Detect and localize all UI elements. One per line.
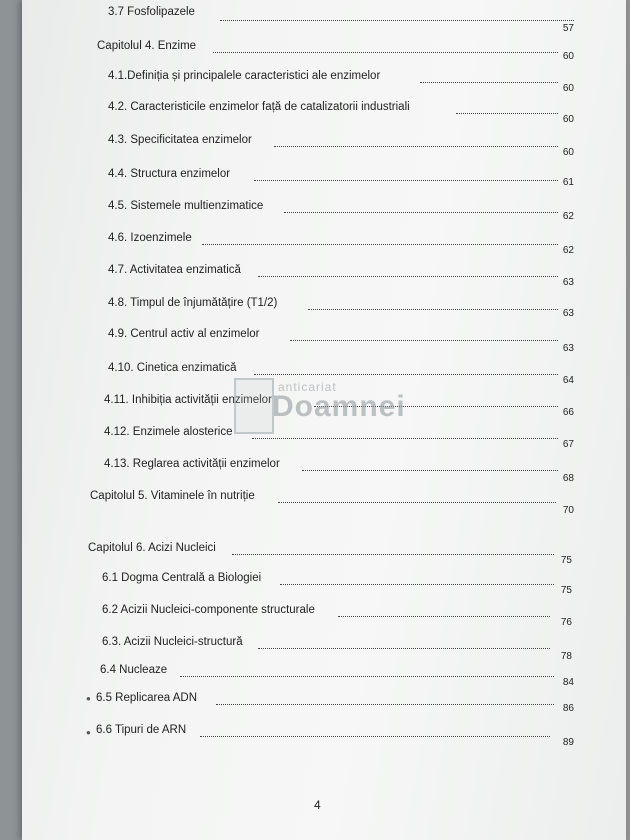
toc-entry-label: Capitolul 4. Enzime [97,40,197,52]
toc-entry-label: Capitolul 6. Acizi Nucleici [88,542,216,554]
bullet-mark: ● [86,728,91,737]
toc-entry-label: 4.5. Sistemele multienzimatice [108,200,264,212]
toc-entry-label: 4.4. Structura enzimelor [108,168,231,180]
toc-entry-6-6 [96,722,574,748]
dot-leader [308,309,558,310]
toc-entry-page: 68 [562,473,574,484]
toc-entry-label: 6.2 Acizii Nucleici-componente structurale [102,604,315,616]
toc-entry-page: 84 [562,677,574,688]
toc-entry-6-4 [100,662,574,688]
dot-leader [280,584,554,585]
watermark-main-text: Doamnei [272,390,406,423]
dot-leader [456,113,558,114]
toc-entry-page: 60 [562,83,574,94]
toc-entry-label: 6.3. Acizii Nucleici-structură [102,636,243,648]
toc-entry-4-10 [108,360,574,386]
bullet-mark: ● [86,694,91,703]
toc-entry-6-5 [96,690,574,714]
dot-leader [232,554,554,555]
dot-leader [258,276,558,277]
toc-entry-4-8 [108,295,574,319]
toc-entry-label: 3.7 Fosfolipazele [108,6,195,18]
toc-entry-3-7 [108,4,574,34]
dot-leader [278,502,556,503]
toc-entry-label: 4.8. Timpul de înjumătățire (T1/2) [108,297,278,309]
toc-entry-page: 63 [562,277,574,288]
dot-leader [420,82,558,83]
toc-entry-page: 60 [562,114,574,125]
dot-leader [220,20,574,21]
toc-entry-page: 62 [562,211,574,222]
toc-entry-label: 4.6. Izoenzimele [108,232,192,244]
toc-entry-label: Capitolul 5. Vitaminele în nutriție [90,490,255,502]
toc-entry-label: 6.6 Tipuri de ARN [96,724,187,736]
page-number: 4 [314,798,321,812]
dot-leader [180,676,554,677]
toc-entry-label: 4.12. Enzimele alosterice [104,426,233,438]
toc-entry-page: 63 [562,343,574,354]
toc-entry-page: 61 [562,177,574,188]
dot-leader [302,470,558,471]
toc-entry-page: 57 [562,23,574,34]
toc-entry-page: 66 [562,407,574,418]
dot-leader [202,244,558,245]
toc-entry-label: 6.4 Nucleaze [100,664,168,676]
toc-entry-label: 4.9. Centrul activ al enzimelor [108,328,260,340]
dot-leader [216,704,554,705]
toc-entry-4-9 [108,326,574,354]
toc-entry-page: 64 [562,375,574,386]
watermark-logo-icon [234,378,274,434]
toc-entry-page: 67 [562,439,574,450]
toc-entry-label: 4.2. Caracteristicile enzimelor față de catalizatorii industriali [108,101,410,113]
toc-entry-page: 75 [560,585,572,596]
toc-entry-page: 62 [562,245,574,256]
toc-entry-page: 63 [562,308,574,319]
toc-entry-page: 76 [560,617,572,628]
toc-entry-4-2 [108,99,574,125]
toc-entry-page: 60 [562,51,574,62]
toc-entry-label: 4.7. Activitatea enzimatică [108,264,241,276]
dot-leader [284,212,558,213]
toc-entry-4-6 [108,230,574,256]
toc-entry-page: 78 [560,651,572,662]
toc-entry-page: 70 [562,505,574,516]
toc-entry-label: 4.10. Cinetica enzimatică [108,362,237,374]
toc-entry-label: 4.3. Specificitatea enzimelor [108,134,252,146]
toc-entry-chapter-4 [97,38,574,62]
toc-entry-4-1 [108,68,574,94]
toc-entry-label: 4.11. Inhibiția activității enzimelor [104,394,272,406]
toc-entry-4-7 [108,262,574,288]
toc-entry-page: 86 [562,703,574,714]
toc-entry-page: 60 [562,147,574,158]
dot-leader [258,648,550,649]
toc-entry-label: 6.1 Dogma Centrală a Biologiei [102,572,262,584]
toc-entry-6-3 [102,634,572,662]
watermark [234,378,404,448]
toc-entry-4-5 [108,198,574,222]
dot-leader [290,340,558,341]
dot-leader [338,616,550,617]
toc-entry-label: 6.5 Replicarea ADN [96,692,197,704]
dot-leader [200,736,550,737]
dot-leader [254,374,558,375]
toc-entry-4-13 [104,456,574,484]
dot-leader [213,52,558,53]
toc-entry-6-1 [102,570,572,596]
dot-leader [254,180,558,181]
toc-entry-page: 75 [560,555,572,566]
toc-entry-page: 89 [562,737,574,748]
toc-entry-4-4 [108,166,574,186]
watermark-top-text: anticariat [278,380,337,394]
toc-entry-chapter-5 [90,488,574,516]
dot-leader [274,146,558,147]
toc-entry-4-3 [108,132,574,158]
toc-entry-6-2 [102,602,572,628]
toc-entry-chapter-6 [88,540,572,566]
toc-entry-label: 4.1.Definiția și principalele caracteristici ale enzimelor [108,70,381,82]
toc-entry-label: 4.13. Reglarea activității enzimelor [104,458,280,470]
